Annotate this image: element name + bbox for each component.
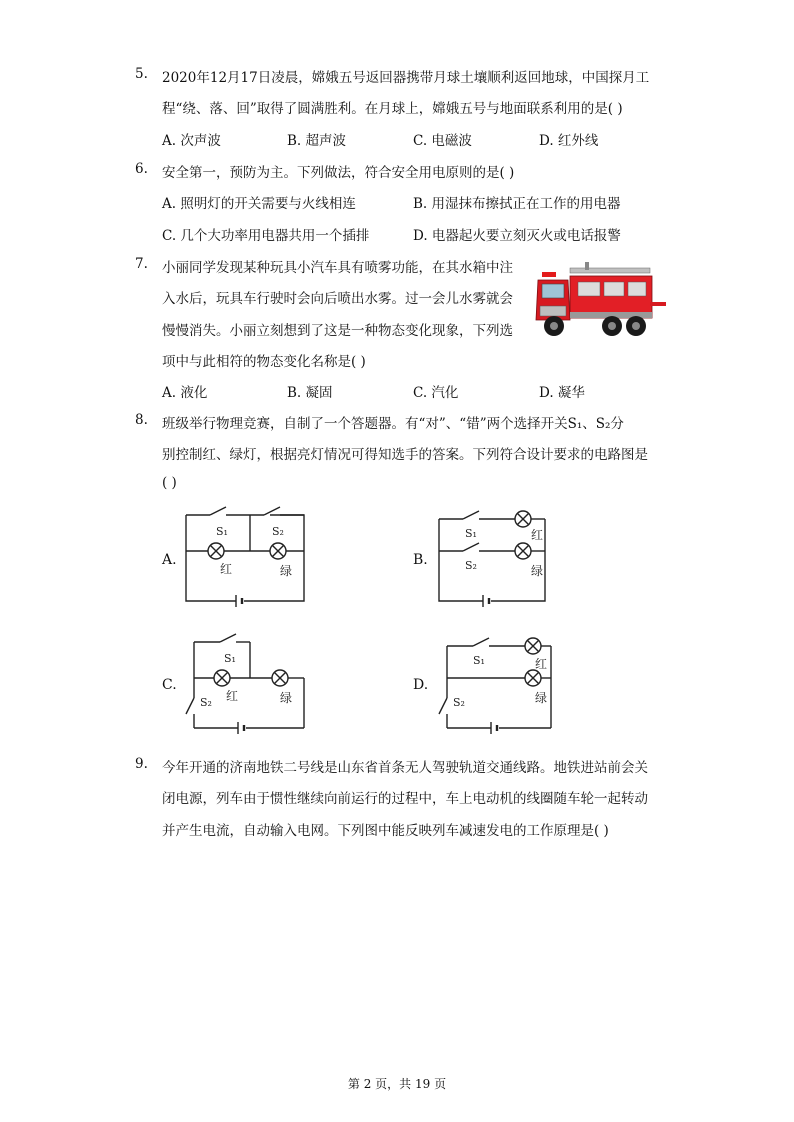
question-text: 入水后，玩具车行驶时会向后喷出水雾。过一会儿水雾就会 bbox=[162, 291, 513, 307]
option-c[interactable]: C. 汽化 bbox=[413, 385, 459, 401]
switch-label: S₂ bbox=[453, 696, 465, 709]
option-a[interactable]: A. 次声波 bbox=[162, 133, 221, 149]
circuit-option-a[interactable]: A. bbox=[162, 552, 177, 568]
circuit-option-d[interactable]: D. bbox=[413, 677, 429, 693]
option-a[interactable]: A. 照明灯的开关需要与火线相连 bbox=[162, 196, 356, 212]
option-d[interactable]: D. 凝华 bbox=[539, 385, 585, 401]
lamp-label: 红 bbox=[531, 528, 544, 542]
circuit-option-c[interactable]: C. bbox=[162, 677, 177, 693]
question-text: 慢慢消失。小丽立刻想到了这是一种物态变化现象，下列选 bbox=[162, 323, 513, 339]
option-d[interactable]: D. 电器起火要立刻灭火或电话报警 bbox=[413, 228, 621, 244]
lamp-label: 红 bbox=[226, 689, 239, 703]
question-text: 小丽同学发现某种玩具小汽车具有喷雾功能，在其水箱中注 bbox=[162, 260, 513, 276]
question-text: 今年开通的济南地铁二号线是山东省首条无人驾驶轨道交通线路。地铁进站前会关 bbox=[162, 760, 648, 776]
circuit-diagram-c bbox=[180, 630, 320, 740]
question-text: 闭电源，列车由于惯性继续向前运行的过程中，车上电动机的线圈随车轮一起转动 bbox=[162, 791, 648, 807]
question-number: 5. bbox=[135, 66, 148, 82]
question-text: 别控制红、绿灯，根据亮灯情况可得知选手的答案。下列符合设计要求的电路图是 bbox=[162, 447, 648, 463]
option-c[interactable]: C. 电磁波 bbox=[413, 133, 472, 149]
question-number: 6. bbox=[135, 161, 148, 177]
option-b[interactable]: B. 凝固 bbox=[287, 385, 333, 401]
circuit-diagram-b bbox=[433, 505, 573, 610]
question-number: 8. bbox=[135, 412, 148, 428]
fire-truck-toy-image bbox=[530, 258, 670, 346]
circuit-option-b[interactable]: B. bbox=[413, 552, 428, 568]
switch-label: S₁ bbox=[216, 525, 228, 538]
switch-label: S₁ bbox=[465, 527, 477, 540]
switch-label: S₁ bbox=[473, 654, 485, 667]
circuit-diagram-a bbox=[180, 505, 320, 610]
lamp-label: 绿 bbox=[535, 691, 548, 705]
switch-label: S₁ bbox=[224, 652, 236, 665]
question-number: 7. bbox=[135, 256, 148, 272]
option-c[interactable]: C. 几个大功率用电器共用一个插排 bbox=[162, 228, 370, 244]
question-text: 项中与此相符的物态变化名称是( ) bbox=[162, 354, 366, 370]
page-footer: 第 2 页，共 19 页 bbox=[347, 1077, 447, 1091]
lamp-label: 绿 bbox=[531, 564, 544, 578]
option-b[interactable]: B. 超声波 bbox=[287, 133, 347, 149]
lamp-label: 红 bbox=[535, 657, 548, 671]
question-text: 并产生电流，自动输入电网。下列图中能反映列车减速发电的工作原理是( ) bbox=[162, 823, 609, 839]
switch-label: S₂ bbox=[465, 559, 477, 572]
option-b[interactable]: B. 用湿抹布擦拭正在工作的用电器 bbox=[413, 196, 621, 212]
option-d[interactable]: D. 红外线 bbox=[539, 133, 599, 149]
question-text: 班级举行物理竞赛，自制了一个答题器。有“对”、“错”两个选择开关S₁、S₂分 bbox=[162, 416, 624, 432]
lamp-label: 红 bbox=[220, 562, 233, 576]
switch-label: S₂ bbox=[272, 525, 284, 538]
lamp-label: 绿 bbox=[280, 691, 293, 705]
question-text: 2020年12月17日凌晨，嫦娥五号返回器携带月球土壤顺利返回地球，中国探月工 bbox=[162, 70, 650, 86]
question-text: ( ) bbox=[162, 475, 177, 491]
circuit-diagram-d bbox=[433, 630, 573, 740]
question-number: 9. bbox=[135, 756, 148, 772]
lamp-label: 绿 bbox=[280, 564, 293, 578]
question-text: 安全第一，预防为主。下列做法，符合安全用电原则的是( ) bbox=[162, 165, 515, 181]
switch-label: S₂ bbox=[200, 696, 212, 709]
question-text: 程“绕、落、回”取得了圆满胜利。在月球上，嫦娥五号与地面联系利用的是( ) bbox=[162, 101, 623, 117]
option-a[interactable]: A. 液化 bbox=[162, 385, 208, 401]
